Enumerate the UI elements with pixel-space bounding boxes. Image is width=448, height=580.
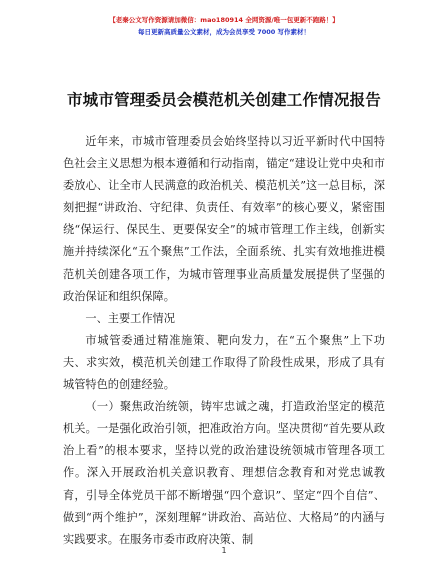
section-heading: 一、主要工作情况 xyxy=(85,311,175,325)
promo-banner xyxy=(0,14,448,38)
promo-line-1: 【老秦公文写作资源请加微信：mao180914 全网资源/唯一包更新不跑路！】 xyxy=(109,16,339,24)
section-paragraph: 市城管委通过精准施策、靶向发力，在“五个聚焦”上下功夫、求实效，模范机关创建工作取得了阶段性成果，形成了具有城管特色的创建经验。 xyxy=(63,333,385,392)
intro-paragraph: 近年来，市城市管理委员会始终坚持以习近平新时代中国特色社会主义思想为根本遵循和行动指南，锚定“建设让党中央和市委放心、让全市人民满意的政治机关、模范机关”这一总目标，深刻把握“讲政治、守纪律、负责任、有效率”的核心要义，紧密围绕“保运行、保民生、更要保安全”的城市管理工作主线，创新实施并持续深化“五个聚焦”工作法，全面系统、扎实有效地推进模范机关创建各项工作，为城市管理事业高质量发展提供了坚强的政治保证和组织保障。 xyxy=(63,135,385,303)
document-body xyxy=(63,131,385,551)
document-title: 市城市管理委员会模范机关创建工作情况报告 xyxy=(66,91,381,109)
page-number: 1 xyxy=(221,546,227,555)
subsection-paragraph: （一）聚焦政治统领，铸牢忠诚之魂，打造政治坚定的模范机关。一是强化政治引领，把准政治方向。坚决贯彻“首先要从政治上看”的根本要求，坚持以党的政治建设统领城市管理各项工作。深入开展政治机关意识教育、理想信念教育和对党忠诚教育，引导全体党员干部不断增强“四个意识”、坚定“四个自信”、做到“两个维护”，深刻理解“讲政治、高站位、大格局”的内涵与实践要求。在服务市委市政府决策、制 xyxy=(63,400,385,546)
promo-line-2: 每日更新高质量公文素材，成为会员享受 7000 写作素材！ xyxy=(137,28,311,36)
